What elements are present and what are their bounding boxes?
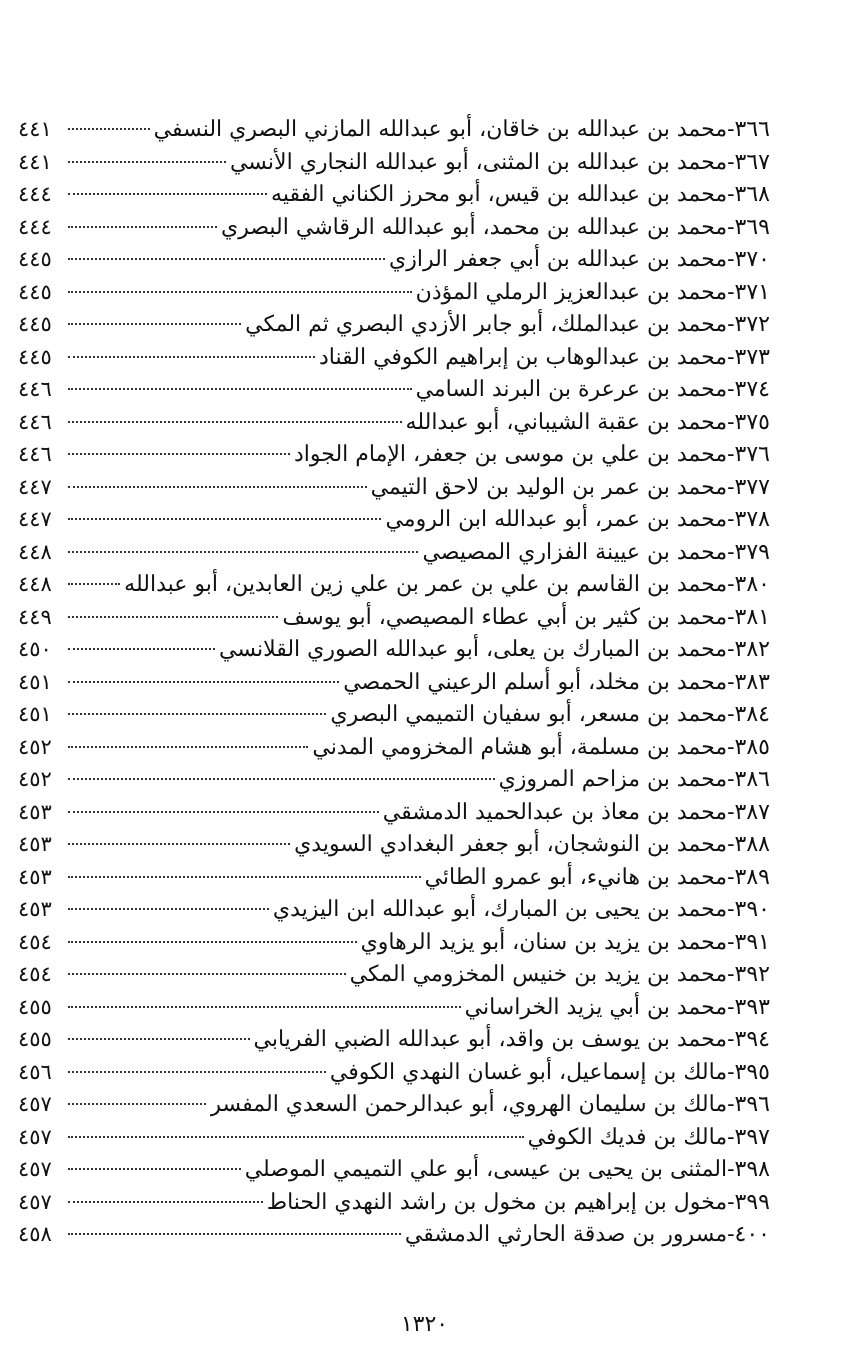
dot-leader [68, 226, 217, 228]
entry-title: محمد بن عمر، أبو عبدالله ابن الرومي [385, 507, 728, 532]
toc-entry [18, 536, 770, 569]
toc-entry [18, 698, 770, 731]
entry-page-reference: ٤٤٥ [18, 247, 52, 271]
dot-leader [68, 941, 357, 943]
entry-title: محمد بن معاذ بن عبدالحميد الدمشقي [382, 799, 728, 825]
toc-entry [18, 958, 770, 991]
toc-entry [18, 1186, 770, 1219]
toc-entry [18, 1023, 770, 1056]
entry-number: ٣٩٤- [727, 1027, 770, 1052]
dot-leader [68, 583, 120, 585]
toc-entry [18, 1121, 770, 1154]
dot-leader [68, 908, 269, 910]
entry-number: ٣٧٣- [727, 344, 770, 370]
toc-entry [18, 861, 770, 894]
entry-page-reference: ٤٤٤ [18, 214, 52, 239]
entry-number: ٣٨٧- [727, 799, 770, 825]
toc-entry [18, 308, 770, 341]
dot-leader [68, 161, 226, 163]
dot-leader [68, 193, 267, 195]
entry-title: مخول بن إبراهيم بن مخول بن راشد النهدي الحناط [266, 1189, 728, 1215]
toc-entry [18, 243, 770, 276]
entry-number: ٤٠٠- [727, 1222, 770, 1247]
entry-page-reference: ٤٤٦ [18, 442, 52, 466]
toc-entry [18, 341, 770, 374]
entry-title: محمد بن عبدالله بن خاقان، أبو عبدالله المازني البصري النسفي [153, 117, 728, 142]
entry-page-reference: ٤٤٦ [18, 409, 52, 434]
entry-number: ٣٨٣- [727, 669, 770, 695]
entry-title: محمد بن مسلمة، أبو هشام المخزومي المدني [312, 734, 728, 760]
dot-leader [68, 291, 412, 293]
dot-leader [68, 876, 421, 878]
entry-number: ٣٧٨- [727, 507, 770, 532]
entry-title: محمد بن عقبة الشيباني، أبو عبدالله [405, 409, 728, 435]
entry-page-reference: ٤٤٨ [18, 539, 52, 564]
entry-title: مالك بن سليمان الهروي، أبو عبدالرحمن السعدي المفسر [210, 1092, 728, 1117]
entry-title: محمد بن عيينة الفزاري المصيصي [422, 539, 728, 565]
entry-title: محمد بن هانيء، أبو عمرو الطائي [424, 864, 728, 890]
entry-title: محمد بن كثير بن أبي عطاء المصيصي، أبو يوسف [282, 604, 728, 630]
entry-title: محمد بن عمر بن الوليد بن لاحق التيمي [370, 474, 728, 500]
toc-entry [18, 438, 770, 471]
entry-title: محمد بن عبدالعزيز الرملي المؤذن [415, 279, 728, 305]
dot-leader [68, 616, 278, 618]
entry-number: ٣٨٨- [727, 832, 770, 857]
table-of-contents [18, 113, 770, 1251]
dot-leader [68, 486, 367, 488]
toc-entry [18, 211, 770, 244]
dot-leader [68, 323, 241, 325]
entry-title: مالك بن إسماعيل، أبو غسان النهدي الكوفي [329, 1059, 728, 1085]
entry-number: ٣٨٩- [727, 864, 770, 890]
entry-number: ٣٧١- [727, 279, 770, 305]
entry-number: ٣٩٥- [727, 1059, 770, 1085]
entry-title: محمد بن المبارك بن يعلى، أبو عبدالله الصوري القلانسي [219, 637, 728, 662]
dot-leader [68, 973, 346, 975]
entry-number: ٣٧٠- [727, 247, 770, 272]
dot-leader [68, 128, 150, 130]
dot-leader [68, 258, 385, 260]
dot-leader [68, 1071, 326, 1073]
toc-entry [18, 633, 770, 666]
entry-page-reference: ٤٥٤ [18, 929, 52, 954]
entry-title: محمد بن عبدالله بن أبي جعفر الرازي [388, 247, 728, 272]
toc-entry [18, 828, 770, 861]
entry-page-reference: ٤٥٣ [18, 799, 52, 824]
toc-entry [18, 1218, 770, 1251]
dot-leader [68, 713, 326, 715]
toc-entry [18, 406, 770, 439]
toc-entry [18, 893, 770, 926]
dot-leader [68, 453, 290, 455]
entry-number: ٣٧٩- [727, 539, 770, 565]
entry-title: المثنى بن يحيى بن عيسى، أبو علي التميمي الموصلي [244, 1157, 728, 1182]
entry-page-reference: ٤٥٣ [18, 832, 52, 856]
entry-page-reference: ٤٥٢ [18, 734, 52, 759]
entry-page-reference: ٤٥٥ [18, 1027, 52, 1051]
entry-number: ٣٨٢- [727, 637, 770, 662]
entry-page-reference: ٤٥٣ [18, 864, 52, 889]
entry-number: ٣٩٩- [727, 1189, 770, 1215]
entry-title: محمد بن عبدالله بن المثنى، أبو عبدالله النجاري الأنسي [229, 149, 728, 175]
entry-page-reference: ٤٤٥ [18, 279, 52, 304]
toc-entry [18, 113, 770, 146]
entry-title: محمد بن القاسم بن علي بن عمر بن علي زين العابدين، أبو عبدالله [124, 572, 728, 597]
entry-number: ٣٧٤- [727, 377, 770, 402]
entry-page-reference: ٤٤٨ [18, 572, 52, 596]
toc-entry [18, 568, 770, 601]
toc-entry [18, 796, 770, 829]
entry-page-reference: ٤٤٥ [18, 344, 52, 369]
entry-page-reference: ٤٥٤ [18, 962, 52, 986]
entry-page-reference: ٤٤٧ [18, 507, 52, 531]
dot-leader [68, 648, 215, 650]
entry-page-reference: ٤٥١ [18, 702, 52, 726]
entry-number: ٣٩٠- [727, 897, 770, 922]
entry-page-reference: ٤٥٧ [18, 1124, 52, 1149]
toc-entry [18, 601, 770, 634]
toc-entry [18, 763, 770, 796]
entry-page-reference: ٤٤٦ [18, 377, 52, 401]
entry-page-reference: ٤٥٨ [18, 1222, 52, 1246]
toc-entry [18, 471, 770, 504]
dot-leader [68, 1038, 250, 1040]
entry-title: محمد بن عرعرة بن البرند السامي [415, 377, 728, 402]
toc-entry [18, 503, 770, 536]
entry-number: ٣٨١- [727, 604, 770, 630]
entry-page-reference: ٤٥٢ [18, 767, 52, 791]
dot-leader [68, 551, 418, 553]
entry-title: محمد بن يزيد بن سنان، أبو يزيد الرهاوي [360, 929, 728, 955]
dot-leader [68, 1233, 401, 1235]
entry-title: محمد بن يوسف بن واقد، أبو عبدالله الضبي الفريابي [253, 1027, 728, 1052]
toc-entry [18, 666, 770, 699]
entry-title: مالك بن فديك الكوفي [527, 1124, 728, 1150]
toc-entry [18, 991, 770, 1024]
entry-number: ٣٩٦- [727, 1092, 770, 1117]
entry-number: ٣٧٦- [727, 442, 770, 467]
entry-number: ٣٨٥- [727, 734, 770, 760]
entry-page-reference: ٤٥١ [18, 669, 52, 694]
dot-leader [68, 1201, 263, 1203]
entry-page-reference: ٤٥٠ [18, 637, 52, 661]
entry-page-reference: ٤٤١ [18, 149, 52, 174]
dot-leader [68, 843, 290, 845]
toc-entry [18, 926, 770, 959]
entry-number: ٣٨٦- [727, 767, 770, 792]
entry-title: محمد بن يحيى بن المبارك، أبو عبدالله ابن اليزيدي [272, 897, 728, 922]
entry-page-reference: ٤٤٩ [18, 604, 52, 629]
entry-number: ٣٨٤- [727, 702, 770, 727]
entry-title: محمد بن أبي يزيد الخراساني [464, 994, 728, 1020]
entry-page-reference: ٤٤٧ [18, 474, 52, 499]
entry-page-reference: ٤٥٧ [18, 1092, 52, 1116]
dot-leader [68, 356, 315, 358]
entry-title: محمد بن النوشجان، أبو جعفر البغدادي السويدي [294, 832, 728, 857]
entry-page-reference: ٤٤٤ [18, 182, 52, 206]
dot-leader [68, 421, 402, 423]
entry-number: ٣٩٢- [727, 962, 770, 987]
entry-number: ٣٧٧- [727, 474, 770, 500]
entry-page-reference: ٤٤٥ [18, 312, 52, 336]
entry-page-reference: ٤٥٧ [18, 1189, 52, 1214]
entry-page-reference: ٤٥٥ [18, 994, 52, 1019]
entry-title: مسرور بن صدقة الحارثي الدمشقي [404, 1222, 728, 1247]
toc-entry [18, 1088, 770, 1121]
entry-number: ٣٦٩- [727, 214, 770, 240]
entry-number: ٣٩٣- [727, 994, 770, 1020]
entry-title: محمد بن عبدالله بن قيس، أبو محرز الكناني الفقيه [271, 182, 728, 207]
entry-page-reference: ٤٤١ [18, 117, 52, 141]
toc-entry [18, 373, 770, 406]
entry-page-reference: ٤٥٣ [18, 897, 52, 921]
dot-leader [68, 518, 381, 520]
entry-title: محمد بن مزاحم المروزي [498, 767, 728, 792]
page-number: ١٣٢٠ [400, 1312, 449, 1337]
entry-title: محمد بن مخلد، أبو أسلم الرعيني الحمصي [343, 669, 728, 695]
entry-title: محمد بن مسعر، أبو سفيان التميمي البصري [330, 702, 728, 727]
dot-leader [68, 1136, 524, 1138]
entry-page-reference: ٤٥٦ [18, 1059, 52, 1084]
toc-entry [18, 276, 770, 309]
entry-number: ٣٧٥- [727, 409, 770, 435]
toc-entry [18, 178, 770, 211]
dot-leader [68, 746, 308, 748]
dot-leader [68, 811, 379, 813]
toc-entry [18, 731, 770, 764]
entry-title: محمد بن عبدالملك، أبو جابر الأزدي البصري ثم المكي [245, 312, 728, 337]
toc-entry [18, 146, 770, 179]
dot-leader [68, 778, 495, 780]
dot-leader [68, 681, 339, 683]
entry-page-reference: ٤٥٧ [18, 1157, 52, 1181]
entry-title: محمد بن يزيد بن خنيس المخزومي المكي [349, 962, 728, 987]
entry-number: ٣٦٦- [727, 117, 770, 142]
entry-title: محمد بن عبدالوهاب بن إبراهيم الكوفي القناد [319, 344, 728, 370]
dot-leader [68, 388, 412, 390]
entry-number: ٣٦٨- [727, 182, 770, 207]
entry-number: ٣٧٢- [727, 312, 770, 337]
entry-number: ٣٩٧- [727, 1124, 770, 1150]
entry-number: ٣٨٠- [727, 572, 770, 597]
toc-entry [18, 1153, 770, 1186]
entry-number: ٣٩٨- [727, 1157, 770, 1182]
entry-number: ٣٩١- [727, 929, 770, 955]
entry-title: محمد بن عبدالله بن محمد، أبو عبدالله الرقاشي البصري [220, 214, 728, 240]
entry-title: محمد بن علي بن موسى بن جعفر، الإمام الجواد [293, 442, 728, 467]
toc-entry [18, 1056, 770, 1089]
dot-leader [68, 1103, 206, 1105]
dot-leader [68, 1168, 241, 1170]
dot-leader [68, 1006, 461, 1008]
entry-number: ٣٦٧- [727, 149, 770, 175]
